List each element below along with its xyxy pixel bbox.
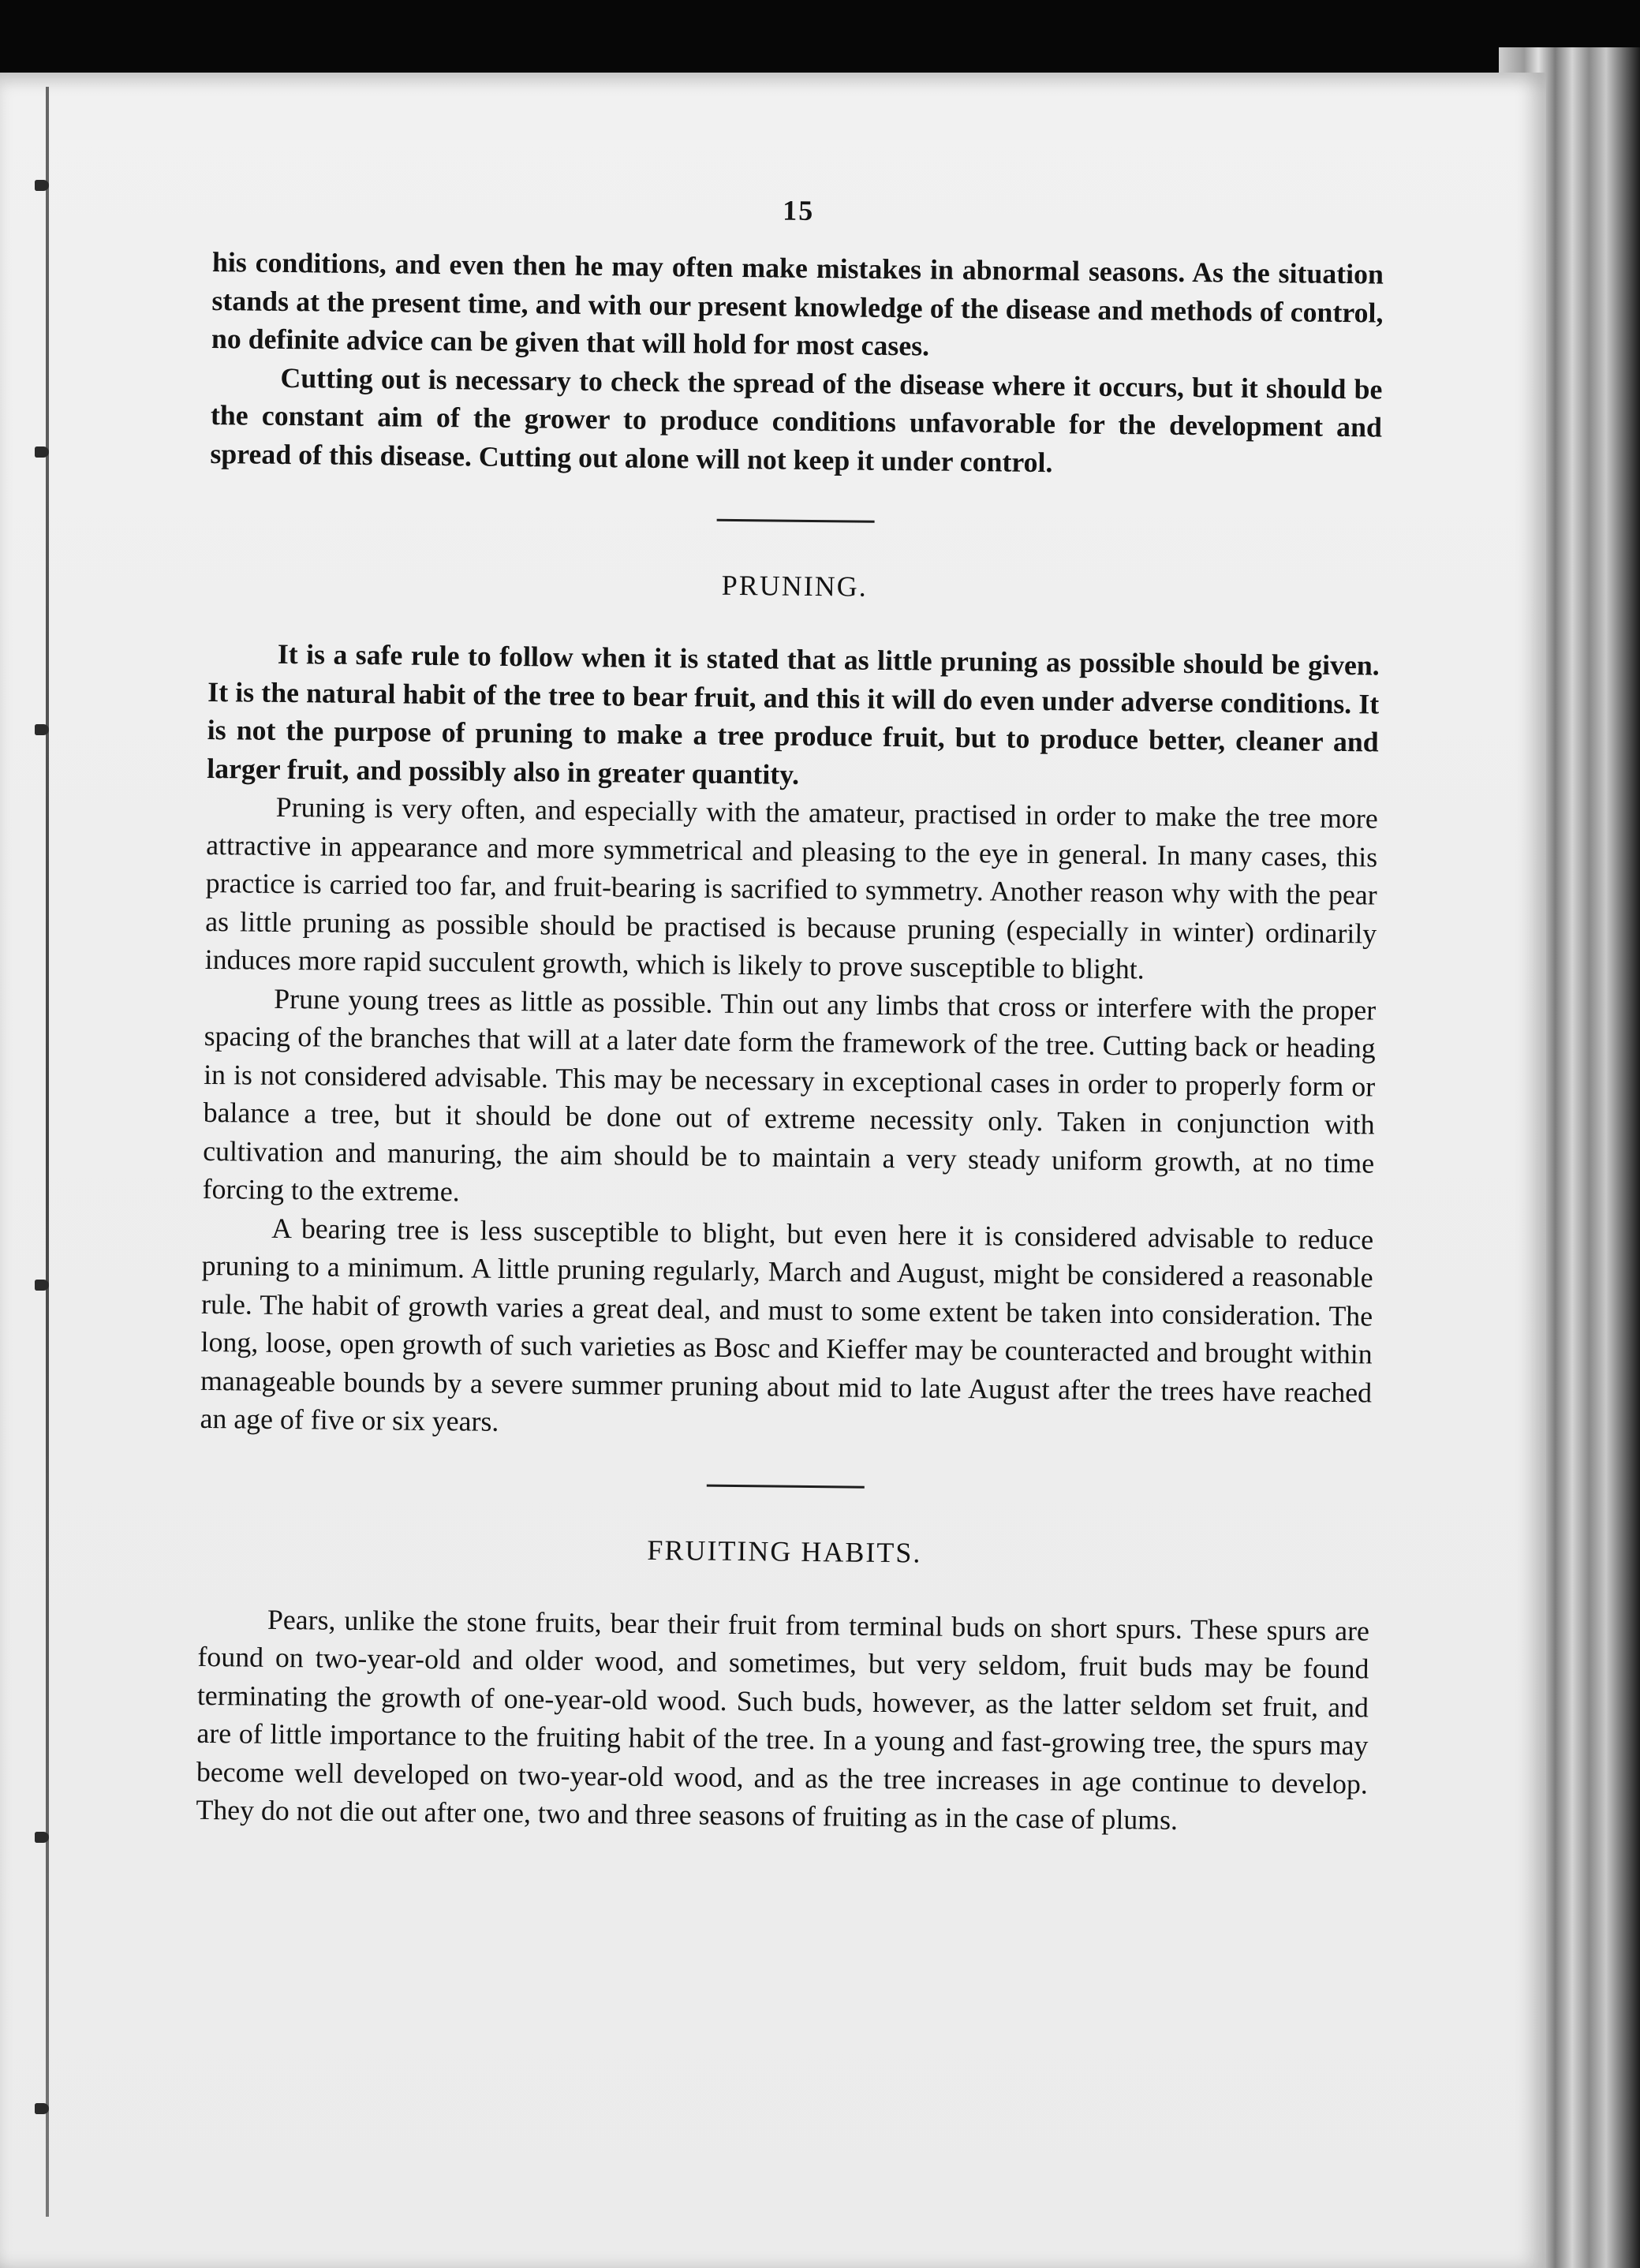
intro-paragraph: his conditions, and even then he may often make mistakes in abnormal seasons. As the situation stands at the present time, and with our present knowledge of the disease and methods of control, no definite advice can be given that will hold for most cases. bbox=[211, 245, 1384, 362]
scanner-bed-top bbox=[0, 0, 1640, 73]
fruiting-habits-paragraph: Pears, unlike the stone fruits, bear their fruit from terminal buds on short spurs. These spurs are found on two-year-old and older wood, and sometimes, but very seldom, fruit buds may be found terminating the growth of one-year-old wood. Such buds, however, as the latter seldom set fruit, and are of little importance to the fruiting habit of the tree. In a young and fast-growing tree, the spurs may become well developed on two-year-old wood, and as the tree increases in age continue to develop. They do not die out after one, two and three seasons of fruiting as in the case of plums. bbox=[196, 1603, 1370, 1836]
binding-stitch-mark bbox=[35, 724, 49, 735]
section-divider bbox=[716, 519, 874, 523]
binding-stitch-mark bbox=[35, 447, 49, 458]
page-number: 15 bbox=[783, 194, 815, 226]
section-heading-pruning: PRUNING. bbox=[721, 569, 868, 603]
intro-paragraph: Cutting out is necessary to check the spread of the disease where it occurs, but it should be the constant aim of the grower to produce conditions unfavorable for the development and spread of this disease. Cutting out alone will not keep it under control. bbox=[210, 361, 1383, 478]
section-heading-fruiting-habits: FRUITING HABITS. bbox=[647, 1534, 922, 1569]
binding-line bbox=[46, 87, 49, 2217]
pruning-paragraph: A bearing tree is less susceptible to blight, but even here it is considered advisable to reduce pruning to a minimum. A little pruning regularly, March and August, might be considered a reasonable rule. The habit of growth varies a great deal, and must to some extent be taken into consideration. The long, loose, open growth of such varieties as Bosc and Kieffer may be counteracted and brought within manageable bounds by a severe summer pruning about mid to late August after the trees have reached an age of five or six years. bbox=[200, 1212, 1374, 1437]
pruning-paragraph: Pruning is very often, and especially with the amateur, practised in order to make the tree more attractive in appearance and more symmetrical and pleasing to the eye in general. In many cases, this practice is carried too far, and fruit-bearing is sacrified to symmetry. Another reason why with the pear as little pruning as possible should be practised is because pruning (especially in winter) ordinarily induces more rapid succulent growth, which is likely to prove susceptible to blight. bbox=[204, 790, 1378, 985]
pruning-paragraph: It is a safe rule to follow when it is stated that as little pruning as possible should be given. It is the natural habit of the tree to bear fruit, and this it will do even under adverse conditions. It is not the purpose of pruning to make a tree produce fruit, but to produce better, cleaner and larger fruit, and possibly also in greater quantity. bbox=[207, 637, 1380, 790]
page-text bbox=[196, 188, 1384, 1841]
section-divider bbox=[706, 1484, 864, 1488]
binding-stitch-mark bbox=[35, 1832, 49, 1843]
pruning-paragraph: Prune young trees as little as possible. Thin out any limbs that cross or interfere with the proper spacing of the branches that will at a later date form the framework of the tree. Cutting back or heading in is not considered advisable. This may be necessary in exceptional cases in order to properly form or balance a tree, but it should be done out of extreme necessity only. Taken in conjunction with cultivation and manuring, the aim should be to maintain a very steady uniform growth, at no time forcing to the extreme. bbox=[202, 982, 1377, 1208]
binding-stitch-mark bbox=[35, 1280, 49, 1291]
binding-stitch-mark bbox=[35, 180, 49, 191]
binding-stitch-mark bbox=[35, 2103, 49, 2114]
